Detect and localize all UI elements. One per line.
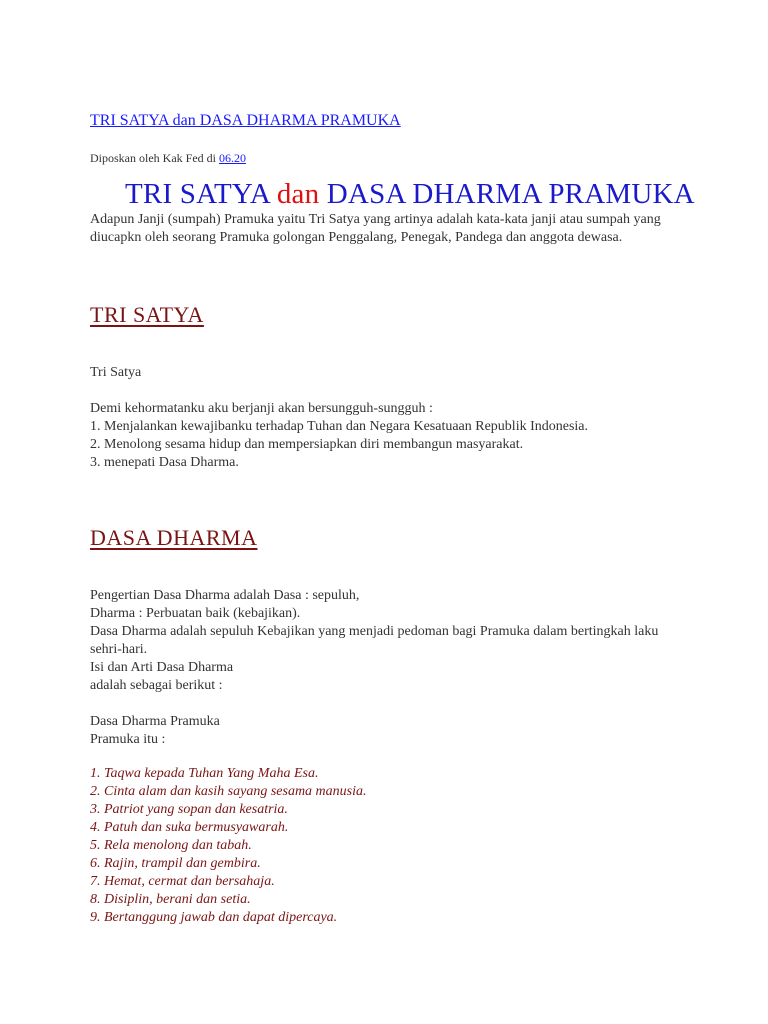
dasa-dharma-item: 1. Taqwa kepada Tuhan Yang Maha Esa. — [90, 766, 319, 781]
dasa-dharma-item: 4. Patuh dan suka bermusyawarah. — [90, 820, 289, 835]
dasa-dharma-def: Dharma : Perbuatan baik (kebajikan). — [90, 606, 301, 621]
dasa-dharma-item: 3. Patriot yang sopan dan kesatria. — [90, 802, 288, 817]
post-author-text: Diposkan oleh Kak Fed di — [90, 151, 219, 165]
tri-satya-oath-intro: Demi kehormatanku aku berjanji akan bersungguh-sungguh : — [90, 401, 433, 416]
dasa-dharma-heading: DASA DHARMA — [90, 525, 258, 550]
dasa-dharma-item: 2. Cinta alam dan kasih sayang sesama manusia. — [90, 784, 367, 799]
main-heading-dan: dan — [276, 178, 320, 210]
main-heading-part1: TRI SATYA — [125, 178, 277, 210]
tri-satya-heading: TRI SATYA — [90, 302, 204, 327]
intro-paragraph: Adapun Janji (sumpah) Pramuka yaitu Tri Satya yang artinya adalah kata-kata janji atau sumpah yang diucapkn oleh seorang Pramuka golongan Penggalang, Penegak, Pandega dan anggota dewasa. — [90, 212, 661, 245]
dasa-dharma-item: 7. Hemat, cermat dan bersahaja. — [90, 874, 275, 889]
main-heading — [125, 178, 695, 211]
tri-satya-item: 3. menepati Dasa Dharma. — [90, 455, 239, 470]
post-title-link[interactable]: TRI SATYA dan DASA DHARMA PRAMUKA — [90, 112, 401, 129]
dasa-dharma-def: Dasa Dharma adalah sepuluh Kebajikan yang menjadi pedoman bagi Pramuka dalam bertingkah laku sehri-hari. — [90, 624, 659, 657]
post-meta — [90, 151, 246, 166]
tri-satya-label: Tri Satya — [90, 365, 142, 380]
dasa-dharma-list — [90, 765, 367, 927]
dasa-dharma-list-title: Dasa Dharma Pramuka — [90, 714, 220, 729]
tri-satya-item: 2. Menolong sesama hidup dan mempersiapkan diri membangun masyarakat. — [90, 437, 524, 452]
dasa-dharma-def: Isi dan Arti Dasa Dharma — [90, 660, 234, 675]
dasa-dharma-list-intro: Pramuka itu : — [90, 732, 166, 747]
dasa-dharma-item: 5. Rela menolong dan tabah. — [90, 838, 252, 853]
tri-satya-section — [90, 364, 690, 472]
dasa-dharma-section — [90, 587, 660, 749]
dasa-dharma-item: 8. Disiplin, berani dan setia. — [90, 892, 251, 907]
tri-satya-item: 1. Menjalankan kewajibanku terhadap Tuhan dan Negara Kesatuaan Republik Indonesia. — [90, 419, 589, 434]
dasa-dharma-def: Pengertian Dasa Dharma adalah Dasa : sepuluh, — [90, 588, 360, 603]
dasa-dharma-def: adalah sebagai berikut : — [90, 678, 223, 693]
main-heading-part3: DASA DHARMA PRAMUKA — [319, 178, 695, 210]
dasa-dharma-item: 6. Rajin, trampil dan gembira. — [90, 856, 261, 871]
post-time-link[interactable]: 06.20 — [218, 151, 246, 165]
dasa-dharma-item: 9. Bertanggung jawab dan dapat dipercaya. — [90, 910, 338, 925]
